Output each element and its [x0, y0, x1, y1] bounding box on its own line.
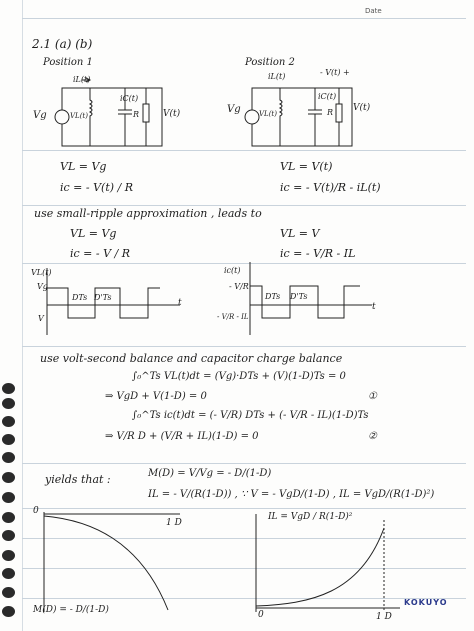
brand-logo: KOKUYO [404, 598, 448, 607]
position1-r-label: R [133, 110, 140, 119]
sr-p1-ic: ic = - V / R [70, 247, 131, 260]
plot-left-ylabel: M(D) = - D/(1-D) [33, 605, 109, 615]
position2-ic-label: iC(t) [318, 92, 337, 101]
sr-p2-vl: VL = V [280, 227, 320, 240]
balance-line-3: ∫₀^Ts ic(t)dt = (- V/R) DTs + (- V/R - IL)(1-D)Ts [132, 410, 369, 421]
waveform-right-top: - V/R [229, 282, 249, 291]
eq-p1-ic: ic = - V(t) / R [60, 181, 134, 194]
position2-r-label: R [327, 108, 334, 117]
date-label: Date [365, 7, 382, 15]
position2-source-label: Vg [227, 104, 241, 115]
waveform-right-ylabel: ic(t) [224, 266, 241, 275]
position2-vl-label: VL(t) [259, 110, 277, 118]
plot-left-xlabel: 1 D [166, 518, 182, 528]
position2-v-label: V(t) [353, 103, 371, 113]
yields-md: M(D) = V/Vg = - D/(1-D) [148, 468, 272, 479]
small-ripple-text: use small-ripple approximation , leads to [34, 207, 262, 220]
sr-p1-vl: VL = Vg [70, 227, 117, 240]
section-heading: 2.1 (a) (b) [32, 37, 93, 51]
plot-right-origin: 0 [258, 610, 264, 620]
position1-vl-label: VL(t) [70, 112, 88, 120]
il-curve [256, 528, 384, 606]
balance-intro: use volt-second balance and capacitor charge balance [40, 352, 343, 365]
balance-eq1-marker: ① [368, 391, 377, 402]
position2-il-label: iL(t) [268, 72, 286, 81]
position1-il-label: iL(t) [73, 75, 91, 84]
position2-v-top-label: - V(t) + [320, 68, 350, 77]
position1-source-label: Vg [33, 110, 47, 121]
balance-eq2-marker: ② [368, 431, 377, 442]
eq-p2-ic: ic = - V(t)/R - iL(t) [280, 181, 381, 194]
eq-p1-vl: VL = Vg [60, 160, 107, 173]
waveform-left-top: Vg [37, 282, 48, 291]
yields-il: IL = - V/(R(1-D)) , ∵ V = - VgD/(1-D) , IL = VgD/(R(1-D)²) [148, 489, 435, 500]
balance-line-2: ⇒ VgD + V(1-D) = 0 [105, 391, 207, 402]
plot-right-xlabel: 1 D [376, 612, 392, 622]
waveform-left-ylabel: VL(t) [31, 268, 52, 277]
position1-v-label: V(t) [163, 109, 181, 119]
waveform-left-bottom: V [38, 314, 44, 323]
position1-ic-label: iC(t) [120, 94, 139, 103]
waveform-left-dpts: D'Ts [94, 293, 112, 302]
waveform-left-xlabel: t [178, 298, 182, 308]
balance-line-1: ∫₀^Ts VL(t)dt = (Vg)·DTs + (V)(1-D)Ts = 0 [132, 371, 346, 382]
waveform-right-xlabel: t [372, 302, 376, 312]
sr-p2-ic: ic = - V/R - IL [280, 247, 356, 260]
waveform-right-dts: DTs [265, 292, 281, 301]
plot-right-ylabel: IL = VgD / R(1-D)² [268, 512, 353, 522]
md-curve [44, 516, 168, 610]
yields-label: yields that : [45, 473, 111, 486]
waveform-right-bottom: - V/R - IL [217, 313, 249, 321]
waveform-left-dts: DTs [72, 293, 88, 302]
waveform-right-dpts: D'Ts [290, 292, 308, 301]
balance-line-4: ⇒ V/R D + (V/R + IL)(1-D) = 0 [105, 431, 259, 442]
eq-p2-vl: VL = V(t) [280, 160, 333, 173]
position1-title: Position 1 [43, 57, 93, 68]
position2-title: Position 2 [245, 57, 295, 68]
plot-left-origin: 0 [33, 506, 39, 516]
